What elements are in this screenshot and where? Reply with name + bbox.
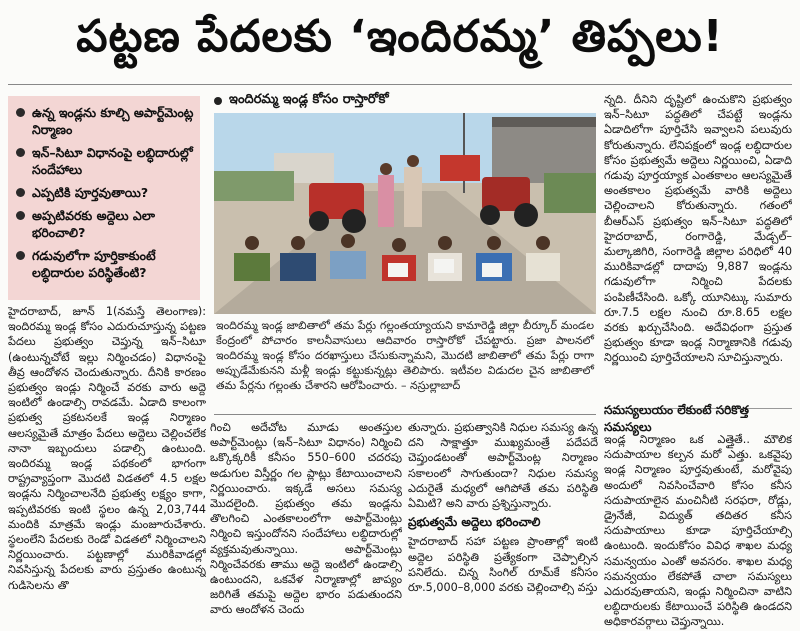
highlight-text: అప్పటివరకు అద్దెలు ఎలా భరించాలి? [32,208,155,240]
article-column-4 [604,92,792,404]
section-subhead: సమస్యలుయం లేకుంటే సరికొత్త సమస్యలు [604,408,792,428]
article-paragraph: ఇండ్ల నిర్మాణం ఒక ఎత్తైతే.. మౌలిక సదుపాయాల కల్పన మరో ఎత్తు. ఒకవైపు ఇండ్ల నిర్మాణం పూర్తవుతుంటే, మరోవైపు అందులో నివసించేవారి కోసం కనీస సదుపాయాలైన మంచినీటి సరఫరా, రోడ్లు, డ్రైనేజీ, విద్యుత్ తదితర కనీస సదుపాయాలు కూడా పూర్తిచేయాల్సి ఉంటుంది. ఇందుకోసం వివిధ శాఖల మధ్య సమన్వయం ఎంతో అవసరం. శాఖల మధ్య సమన్వయం లేకపోతే చాలా సమస్యలు ఎదురవుతాయని, ఇండ్లు నిర్మించినా వాటిని లబ్ధిదారులకు కేటాయించే పరిస్థితి ఉండదని అధికారవర్గాలు చెప్తున్నాయి. [604,433,792,629]
article-column-2 [210,420,402,631]
highlight-item [16,247,194,281]
highlight-text: ఎప్పటికి పూర్తవుతాయి? [32,185,149,200]
headline: పట్టణ పేదలకు ‘ఇందిరమ్మ’ తిప్పలు! [76,11,724,62]
photo-kicker [214,92,594,110]
photo-kicker-text: ఇందిరమ్మ ఇండ్ల కోసం రాస్తారోకో [229,92,389,107]
highlight-item [16,207,194,241]
article-paragraph: గించి అదేచోట మూడు అంతస్తుల అపార్ట్‌మెంట్లు (ఇన్–సిటూ విధానం) నిర్మించి ఒక్కొక్కరికీ కనీసం 550–600 చదరపు అడుగుల విస్తీర్ణం గల ప్లాట్లు కేటాయించాలని నిర్ణయించారు. ఇక్కడే అసలు సమస్య మొదలైంది. ప్రభుత్వం తమ ఇండ్లను తొలగించి ఎంతకాలంలోగా అపార్ట్‌మెంట్లు నిర్మించి ఇస్తుందోనని సందేహాలు లబ్ధిదారుల్లో వ్యక్తమవుతున్నాయి. అపార్ట్‌మెంట్లు నిర్మించేవరకు తాము అద్దె ఇంటిలో ఉండాల్సి ఉంటుందని, ఒకవేళ నిర్మాణాల్లో జాప్యం జరిగితే తమపై అద్దెల భారం పడుతుందని వారు ఆందోళన చెందు [210,421,402,617]
caption-rule [214,414,596,415]
article-column-3 [408,420,598,631]
article-paragraph: తున్నారు. ప్రభుత్వానికి నిధుల సమస్య ఉన్న దని సాక్షాత్తూ ముఖ్యమంత్రే పదేపదే చెప్తుండటంతో అపార్ట్‌మెంట్ల నిర్మాణం సకాలంలో సాగుతుందా? నిధుల సమస్య ఎదురైతే మధ్యలో ఆగిపోతే తమ పరిస్థితి ఏమిటి? అని వారు ప్రశ్నిస్తున్నారు. [408,421,598,511]
highlight-item [16,104,194,138]
article-paragraph: హైదరాబాద్ సహా పట్టణ ప్రాంతాల్లో ఇంటి అద్దెల పరిస్థితి ప్రత్యేకంగా చెప్పాల్సిన పనిలేదు. చిన్న సింగిల్ రూమ్‌కే కనీసం రూ.5,000–8,000 వరకు చెల్లించాల్సి వస్తు [408,535,598,595]
article-column-1 [8,304,206,631]
highlight-text: ఇన్–సిటూ విధానంపై లబ్ధిదారుల్లో సందేహాలు [32,145,193,177]
highlight-text: గడువులోగా పూర్తికాకుంటే లబ్ధిదారుల పరిస్థితేంటి? [32,248,156,280]
highlights-list [16,104,194,281]
article-column-4-continued [604,432,792,631]
bullet-icon [16,251,25,260]
news-photo [214,113,596,314]
bullet-icon [16,211,25,220]
highlight-item [16,144,194,178]
photo-caption: ఇందిరమ్మ ఇండ్ల జాబితాలో తమ పేర్లు గల్లంతయ్యాయని కామారెడ్డి జిల్లా బీర్కూర్ మండల కేంద్రంలో పోచారం కాలనీవాసులు ఆదివారం రాస్తారోకో చేపట్టారు. ప్రజా పాలనలో ఇందిరమ్మ ఇండ్ల కోసం దరఖాస్తులు చేసుకున్నామని, మొదటి జాబితాలో తమ పేర్లు రాగా అప్పుడేమేకునని మళ్లీ ఇండ్లు కట్టుకున్నట్లు తెలిపారు. ఇటీవల విడుదల చైన జాబితాలో తమ పేర్లను గల్లంతు చేశారని ఆరోపించారు. – నస్రుల్లాబాద్ [216,319,594,392]
highlight-item [16,184,194,201]
bullet-icon [16,108,25,117]
protest-photo-illustration [214,113,596,314]
article-paragraph: హైదరాబాద్, జూన్ 1(నమస్తే తెలంగాణ): ఇందిరమ్మ ఇండ్ల కోసం ఎదురుచూస్తున్న పట్టణ పేదలు ప్రభుత్వం చెప్తున్న ఇన్–సిటూ (ఉంటున్నచోటే ఇల్లు నిర్మించడం) విధానంపై తీవ్ర ఆందోళన చెందుతున్నారు. దీనికి కారణం ప్రభుత్వం ఇండ్లు నిర్మించే వరకు వారు అద్దె ఇంటిలో ఉండాల్సి రావడమే. ఏడాది కాలంగా ప్రభుత్వ ప్రకటనలకే ఇండ్ల నిర్మాణం ఆలస్యమైతే మాత్రం పేదలు అద్దెలు చెల్లించలేక నానా ఇబ్బందులు పడాల్సి ఉంటుంది. ఇందిరమ్మ ఇండ్ల పథకంలో భాగంగా రాష్ట్రవ్యాప్తంగా మొదటి విడతలో 4.5 లక్షల ఇండ్లను నిర్మించాలనేది ప్రభుత్వ లక్ష్యం కాగా, ఇప్పటివరకు ఇంటి స్థలం ఉన్న 2,03,744 మందికి మాత్రమే ఇండ్లు మంజూరుచేశారు. స్థలంలేని పేదలకు రెండో విడతలో నిర్మించాలని నిర్ణయించారు. పట్టణాల్లో మురికివాడల్లో నివసిస్తున్న పేదలకు వారు ప్రస్తుతం ఉంటున్న గుడిసెలను తొ [8,305,206,592]
bullet-icon [16,188,25,197]
headline-rule [8,84,792,85]
highlight-text: ఉన్న ఇండ్లను కూల్చి అపార్ట్‌మెంట్ల నిర్మాణం [32,105,194,137]
article-paragraph: న్నది. దీనిని దృష్టిలో ఉంచుకొని ప్రభుత్వం ఇన్–సిటూ పద్ధతిలో చేపట్టే ఇండ్లను ఏడాదిలోగా పూర్తిచేసి ఇవ్వాలని పలువురు కోరుతున్నారు. లేనిపక్షంలో ఇండ్ల లబ్ధిదారుల కోసం ప్రభుత్వమే అద్దెలు నిర్ణయించి, ఏడాది గడువు పూర్తయ్యాక ఎంతకాలం ఆలస్యమైతే అంతకాలం ప్రభుత్వమే వారికి అద్దెలు చెల్లించాలని కోరుతున్నారు. గతంలో బీఆర్ఎస్ ప్రభుత్వం ఇన్–సిటూ పద్ధతిలో హైదరాబాద్, రంగారెడ్డి, మేడ్చల్–మల్కాజిగిరి, సంగారెడ్డి జిల్లాల పరిధిలో 40 మురికివాడల్లో దాదాపు 9,887 ఇండ్లను గడువులోగా నిర్మించి పేదలకు పంపిణీచేసింది. ఒక్కో యూనిట్కు సుమారు రూ.7.5 లక్షల నుంచి రూ.8.65 లక్షల వరకు ఖర్చుచేసింది. అదేవిధంగా ప్రస్తుత ప్రభుత్వం కూడా ఇండ్ల నిర్మాణానికి గడువు నిర్ణయించి పూర్తిచేయాలని సూచిస్తున్నారు. [604,93,792,365]
bullet-icon [214,97,222,105]
section-subhead: ప్రభుత్వమే అద్దెలు భరించాలి [408,515,541,530]
highlights-box [8,96,200,300]
bullet-icon [16,148,25,157]
